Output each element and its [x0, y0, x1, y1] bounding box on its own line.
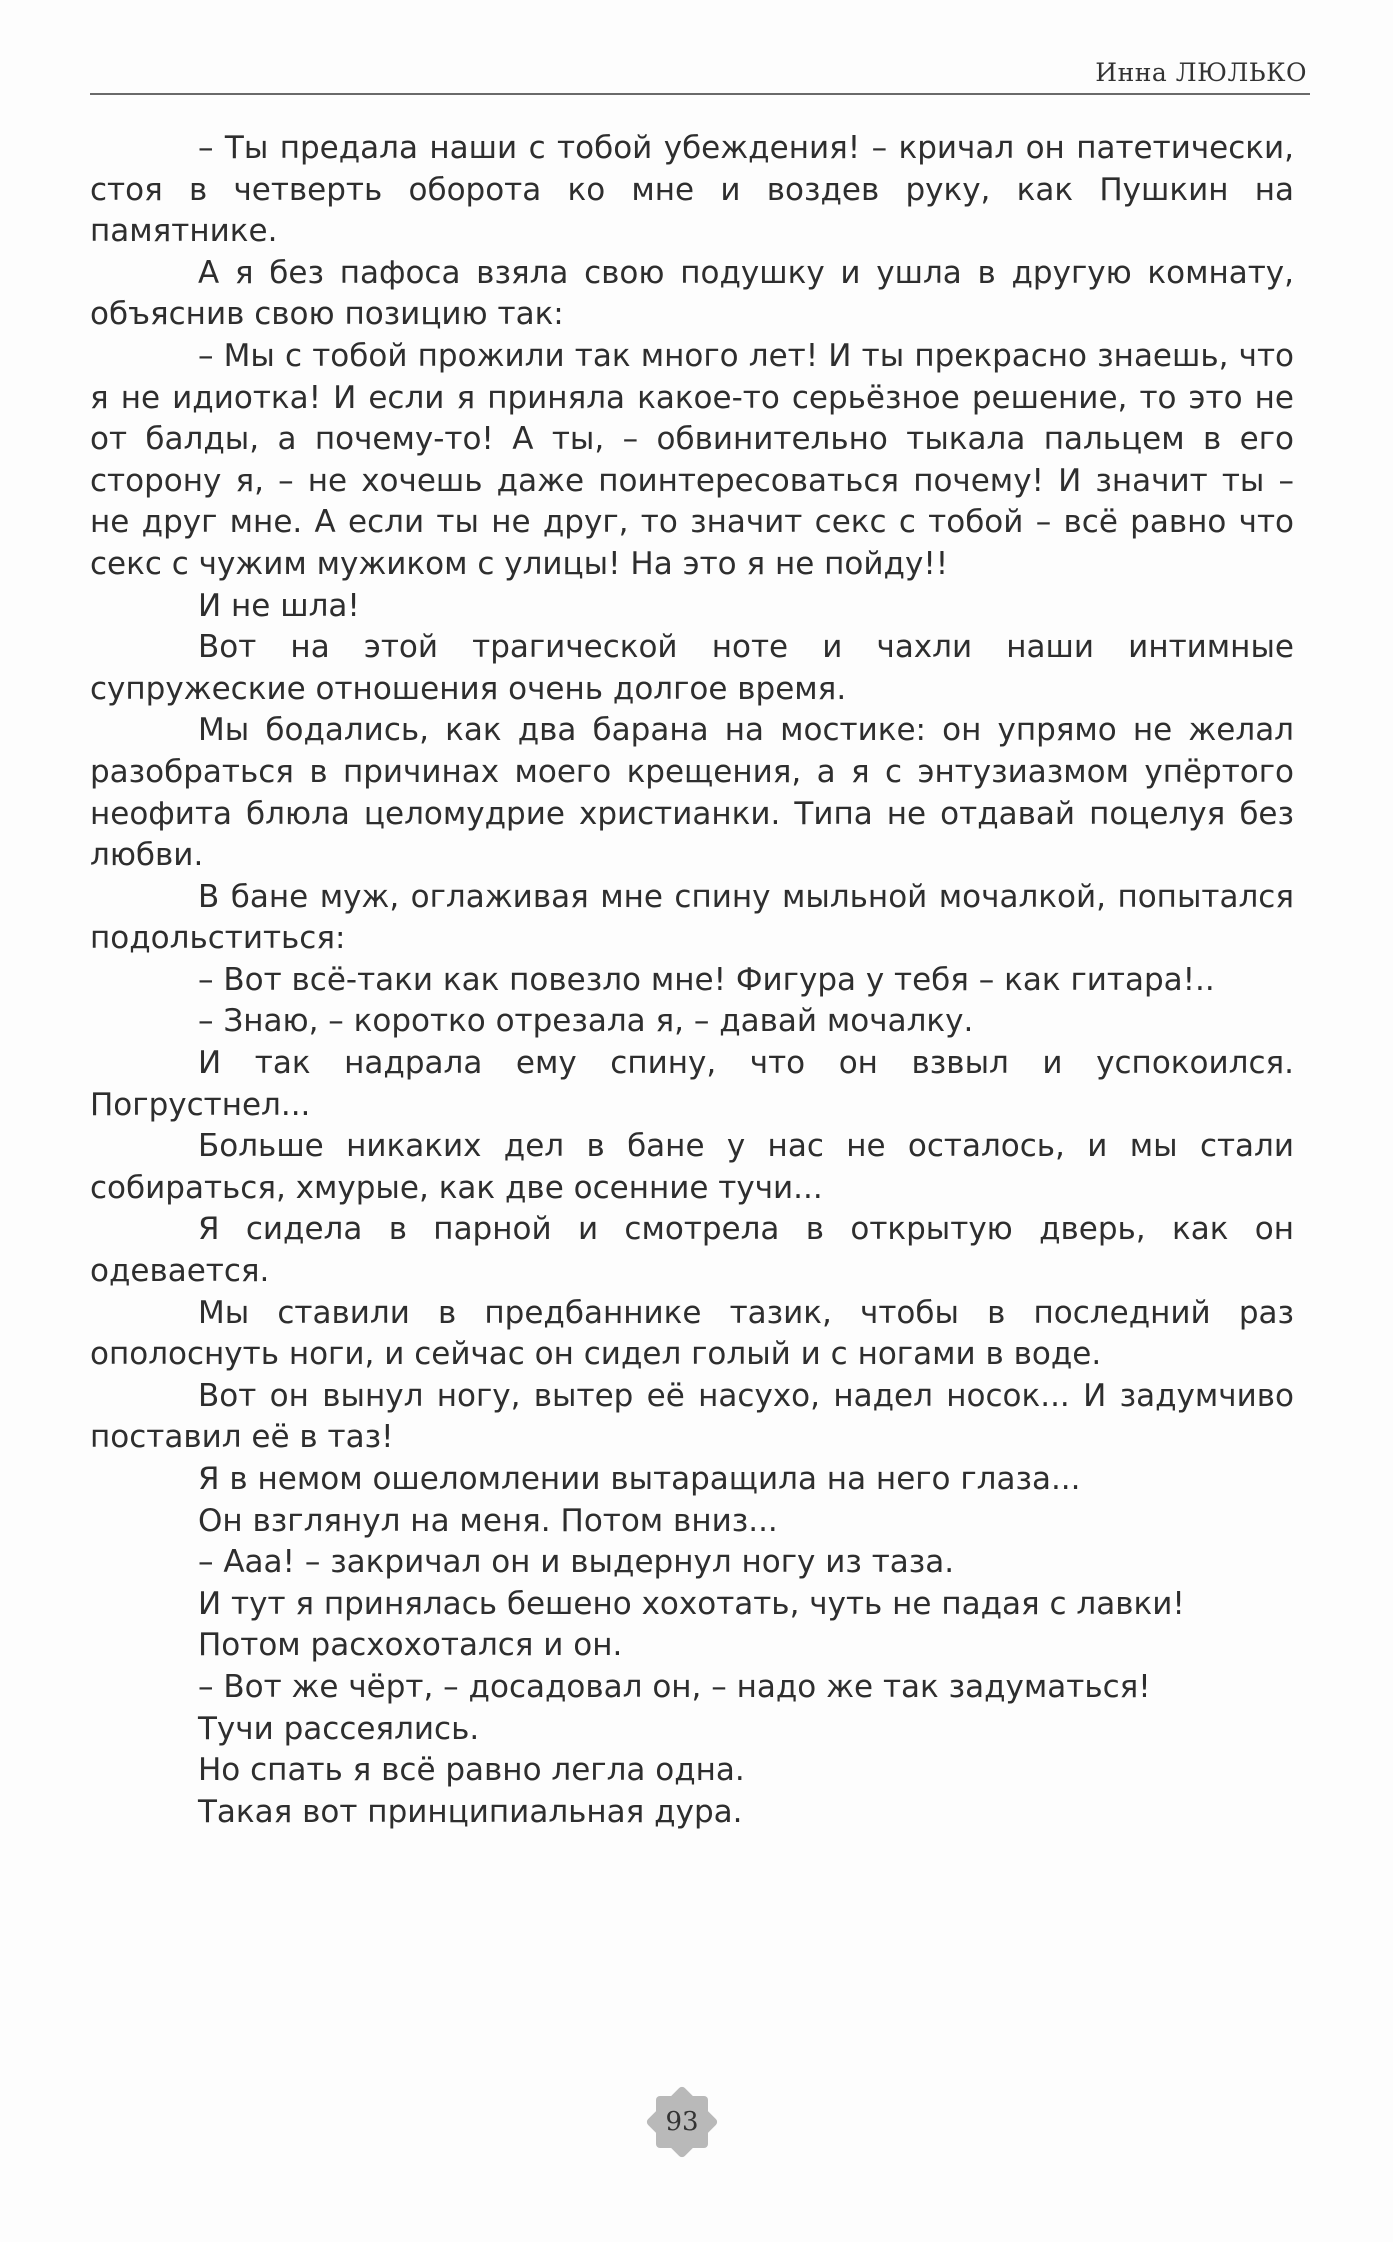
paragraph: Он взглянул на меня. Потом вниз...: [198, 1502, 778, 1539]
paragraph: И не шла!: [198, 587, 360, 624]
paragraph: – Ааа! – закричал он и выдернул ногу из таза.: [198, 1544, 955, 1581]
paragraph: А я без пафоса взяла свою подушку и ушла в другую комнату, объяснив свою позицию так:: [90, 254, 1294, 333]
paragraph: В бане муж, оглаживая мне спину мыльной мочалкой, попытался подольститься:: [90, 878, 1294, 957]
paragraph: Я сидела в парной и смотрела в открытую дверь, как он одевается.: [90, 1211, 1294, 1290]
paragraph: – Вот же чёрт, – досадовал он, – надо же так задуматься!: [198, 1668, 1151, 1705]
paragraph: Но спать я всё равно легла одна.: [198, 1752, 745, 1789]
paragraph: Больше никаких дел в бане у нас не осталось, и мы стали собираться, хмурые, как две осенние тучи...: [90, 1128, 1294, 1206]
paragraph: Потом расхохотался и он.: [198, 1627, 623, 1664]
running-head-author: Инна ЛЮЛЬКО: [1095, 58, 1307, 87]
page-number: 93: [665, 2107, 699, 2137]
header-rule: [90, 93, 1310, 95]
paragraph: Вот на этой трагической ноте и чахли наши интимные супружеские отношения очень долгое время.: [90, 629, 1294, 707]
page-number-badge: [642, 2082, 722, 2162]
paragraph: И так надрала ему спину, что он взвыл и успокоился. Погрустнел...: [90, 1045, 1294, 1123]
paragraph: И тут я принялась бешено хохотать, чуть не падая с лавки!: [198, 1585, 1185, 1622]
paragraph: Вот он вынул ногу, вытер её насухо, надел носок... И задумчиво поставил её в таз!: [90, 1377, 1294, 1456]
paragraph: – Ты предала наши с тобой убеждения! – кричал он патетически, стоя в четверть оборота ко мне и воздев руку, как Пушкин на памятнике.: [90, 130, 1294, 250]
paragraph: Такая вот принципиальная дура.: [198, 1793, 743, 1830]
paragraph: Я в немом ошеломлении вытаращила на него глаза...: [198, 1461, 1081, 1497]
body-text: [90, 128, 1294, 1833]
paragraph: – Вот всё-таки как повезло мне! Фигура у тебя – как гитара!..: [198, 961, 1215, 998]
paragraph: – Знаю, – коротко отрезала я, – давай мочалку.: [198, 1003, 974, 1040]
paragraph: Мы ставили в предбаннике тазик, чтобы в последний раз ополоснуть ноги, и сейчас он сидел голый и с ногами в воде.: [90, 1294, 1294, 1373]
paragraph: Мы бодались, как два барана на мостике: он упрямо не желал разобраться в причинах моего крещения, а я с энтузиазмом упёртого неофита блюла целомудрие христианки. Типа не отдавай поцелуя без любви.: [90, 712, 1294, 874]
paragraph: – Мы с тобой прожили так много лет! И ты прекрасно знаешь, что я не идиотка! И если я приняла какое-то серьёзное решение, то это не от балды, а почему-то! А ты, – обвинительно тыкала пальцем в его сторону я, – не хочешь даже поинтересоваться почему! И значит ты – не друг мне. А если ты не друг, то значит секс с тобой – всё равно что секс с чужим мужиком с улицы! На это я не пойду!!: [90, 337, 1294, 582]
paragraph: Тучи рассеялись.: [198, 1710, 480, 1747]
